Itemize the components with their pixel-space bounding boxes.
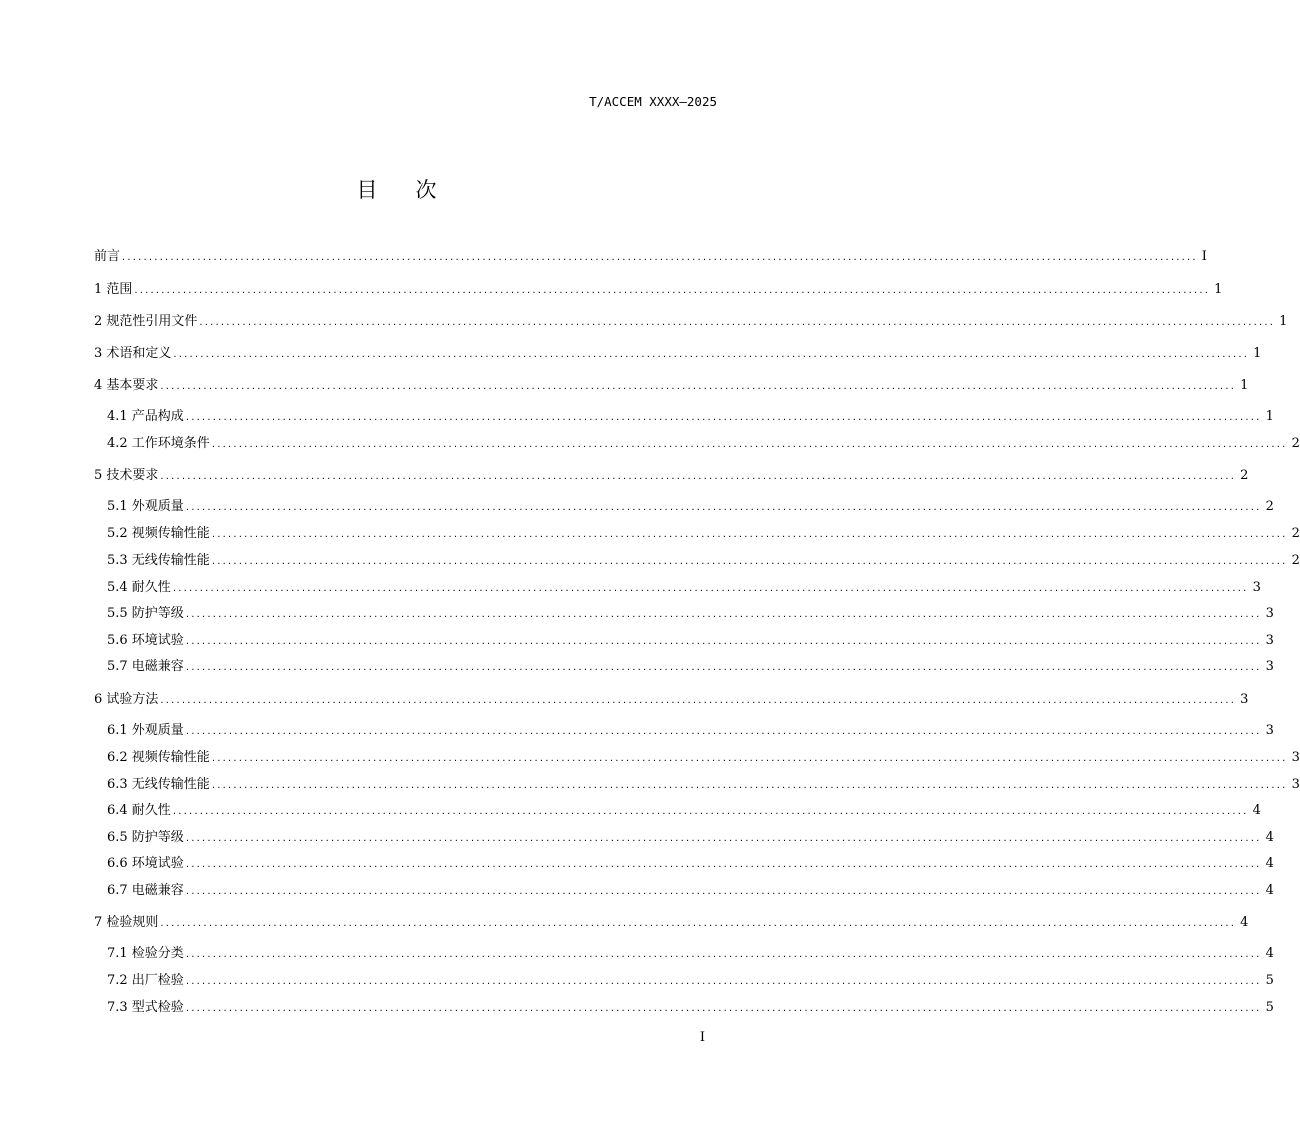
toc-entry[interactable] [107, 850, 1274, 872]
toc-entry-page-number: 3 [1240, 692, 1249, 707]
toc-entry-label: 6 试验方法 [94, 692, 159, 707]
toc-entry-page-number: 2 [1291, 526, 1300, 541]
toc-entry[interactable] [107, 771, 1300, 793]
toc-entry-page-number: 1 [1279, 314, 1288, 329]
toc-entry-page-number: 2 [1240, 468, 1249, 483]
toc-entry-page-number: 3 [1265, 723, 1274, 738]
toc-dot-leader: ........................................................................................................................................................................................................ [185, 726, 1262, 737]
toc-entry[interactable] [94, 340, 1262, 362]
toc-entry-label: 5.4 耐久性 [107, 580, 171, 595]
toc-entry[interactable] [107, 430, 1300, 452]
toc-entry-page-number: 4 [1252, 803, 1261, 818]
toc-entry-label: 5.2 视频传输性能 [107, 526, 210, 541]
toc-entry-page-number: 4 [1265, 830, 1274, 845]
toc-entry-label: 6.5 防护等级 [107, 830, 184, 845]
toc-dot-leader: ........................................................................................................................................................................................................ [185, 976, 1262, 987]
toc-entry-page-number: I [1201, 249, 1207, 264]
toc-entry[interactable] [107, 653, 1274, 675]
toc-dot-leader: ........................................................................................................................................................................................................ [172, 583, 1249, 594]
toc-entry-page-number: 2 [1265, 499, 1274, 514]
toc-entry-label: 4.1 产品构成 [107, 409, 184, 424]
toc-entry-label: 7 检验规则 [94, 915, 159, 930]
toc-entry-label: 6.2 视频传输性能 [107, 750, 210, 765]
toc-entry[interactable] [107, 627, 1274, 649]
toc-entry[interactable] [107, 967, 1274, 989]
toc-dot-leader: ........................................................................................................................................................................................................ [211, 556, 1288, 567]
toc-dot-leader: ........................................................................................................................................................................................................ [185, 833, 1262, 844]
toc-dot-leader: ........................................................................................................................................................................................................ [160, 381, 1237, 392]
toc-entry-label: 6.7 电磁兼容 [107, 883, 184, 898]
toc-entry-label: 4.2 工作环境条件 [107, 436, 210, 451]
toc-entry[interactable] [94, 462, 1249, 484]
toc-entry-label: 5.1 外观质量 [107, 499, 184, 514]
toc-entry-page-number: 3 [1265, 606, 1274, 621]
toc-entry-label: 5.6 环境试验 [107, 633, 184, 648]
toc-dot-leader: ........................................................................................................................................................................................................ [172, 806, 1249, 817]
page-title [0, 174, 793, 204]
toc-dot-leader: ........................................................................................................................................................................................................ [185, 1003, 1262, 1014]
toc-dot-leader: ........................................................................................................................................................................................................ [185, 886, 1262, 897]
toc-dot-leader: ........................................................................................................................................................................................................ [185, 662, 1262, 673]
toc-dot-leader: ........................................................................................................................................................................................................ [211, 780, 1288, 791]
toc-entry-page-number: 4 [1265, 946, 1274, 961]
toc-entry[interactable] [94, 243, 1207, 265]
toc-entry[interactable] [107, 717, 1274, 739]
toc-dot-leader: ........................................................................................................................................................................................................ [185, 859, 1262, 870]
toc-entry[interactable] [94, 276, 1223, 298]
toc-entry-label: 4 基本要求 [94, 378, 159, 393]
toc-dot-leader: ........................................................................................................................................................................................................ [160, 471, 1237, 482]
toc-entry-page-number: 1 [1265, 409, 1274, 424]
toc-entry-label: 5.3 无线传输性能 [107, 553, 210, 568]
footer-page-number: I [699, 1030, 705, 1045]
toc-entry[interactable] [107, 493, 1274, 515]
toc-dot-leader: ........................................................................................................................................................................................................ [185, 636, 1262, 647]
toc-dot-leader: ........................................................................................................................................................................................................ [211, 529, 1288, 540]
toc-entry[interactable] [94, 308, 1288, 330]
toc-dot-leader: ........................................................................................................................................................................................................ [134, 285, 1211, 296]
toc-entry[interactable] [94, 909, 1249, 931]
toc-dot-leader: ........................................................................................................................................................................................................ [185, 412, 1262, 423]
toc-entry-page-number: 4 [1265, 883, 1274, 898]
toc-entry-page-number: 5 [1265, 1000, 1274, 1015]
title-char-2: 次 [415, 178, 437, 202]
toc-entry[interactable] [94, 686, 1249, 708]
toc-dot-leader: ........................................................................................................................................................................................................ [199, 317, 1276, 328]
toc-entry[interactable] [107, 797, 1261, 819]
toc-entry[interactable] [94, 372, 1249, 394]
toc-entry-label: 7.2 出厂检验 [107, 973, 184, 988]
toc-entry-page-number: 3 [1252, 580, 1261, 595]
toc-entry-page-number: 3 [1291, 750, 1300, 765]
toc-entry-page-number: 1 [1214, 282, 1223, 297]
toc-entry-label: 前言 [94, 249, 121, 264]
toc-entry[interactable] [107, 824, 1274, 846]
toc-dot-leader: ........................................................................................................................................................................................................ [185, 609, 1262, 620]
toc-dot-leader: ........................................................................................................................................................................................................ [211, 439, 1288, 450]
title-char-1: 目 [356, 178, 378, 202]
toc-entry-page-number: 3 [1265, 659, 1274, 674]
toc-entry-label: 2 规范性引用文件 [94, 314, 198, 329]
toc-entry-label: 5 技术要求 [94, 468, 159, 483]
toc-entry-label: 3 术语和定义 [94, 346, 172, 361]
toc-entry-label: 1 范围 [94, 282, 133, 297]
toc-entry-page-number: 1 [1240, 378, 1249, 393]
toc-dot-leader: ........................................................................................................................................................................................................ [160, 695, 1237, 706]
toc-entry[interactable] [107, 520, 1300, 542]
toc-entry[interactable] [107, 877, 1274, 899]
toc-entry-page-number: 4 [1240, 915, 1249, 930]
toc-dot-leader: ........................................................................................................................................................................................................ [211, 753, 1288, 764]
toc-entry-label: 5.5 防护等级 [107, 606, 184, 621]
toc-entry-label: 6.6 环境试验 [107, 856, 184, 871]
toc-entry-label: 7.1 检验分类 [107, 946, 184, 961]
toc-entry-page-number: 5 [1265, 973, 1274, 988]
toc-dot-leader: ........................................................................................................................................................................................................ [160, 918, 1237, 929]
toc-entry[interactable] [107, 547, 1300, 569]
toc-dot-leader: ........................................................................................................................................................................................................ [173, 349, 1250, 360]
toc-entry-page-number: 3 [1291, 777, 1300, 792]
toc-dot-leader: ........................................................................................................................................................................................................ [122, 252, 1198, 263]
toc-dot-leader: ........................................................................................................................................................................................................ [185, 949, 1262, 960]
toc-entry[interactable] [107, 600, 1274, 622]
toc-entry-label: 5.7 电磁兼容 [107, 659, 184, 674]
toc-entry-label: 6.1 外观质量 [107, 723, 184, 738]
toc-entry-page-number: 3 [1265, 633, 1274, 648]
toc-entry[interactable] [107, 994, 1274, 1016]
toc-entry-page-number: 4 [1265, 856, 1274, 871]
toc-entry[interactable] [107, 940, 1274, 962]
document-code: T/ACCEM XXXX—2025 [589, 94, 717, 109]
toc-entry-page-number: 2 [1291, 553, 1300, 568]
toc-entry-page-number: 2 [1291, 436, 1300, 451]
toc-entry-label: 7.3 型式检验 [107, 1000, 184, 1015]
toc-entry[interactable] [107, 574, 1261, 596]
toc-entry[interactable] [107, 403, 1274, 425]
toc-entry-label: 6.3 无线传输性能 [107, 777, 210, 792]
toc-entry-page-number: 1 [1253, 346, 1262, 361]
toc-dot-leader: ........................................................................................................................................................................................................ [185, 502, 1262, 513]
toc-entry-label: 6.4 耐久性 [107, 803, 171, 818]
toc-entry[interactable] [107, 744, 1300, 766]
